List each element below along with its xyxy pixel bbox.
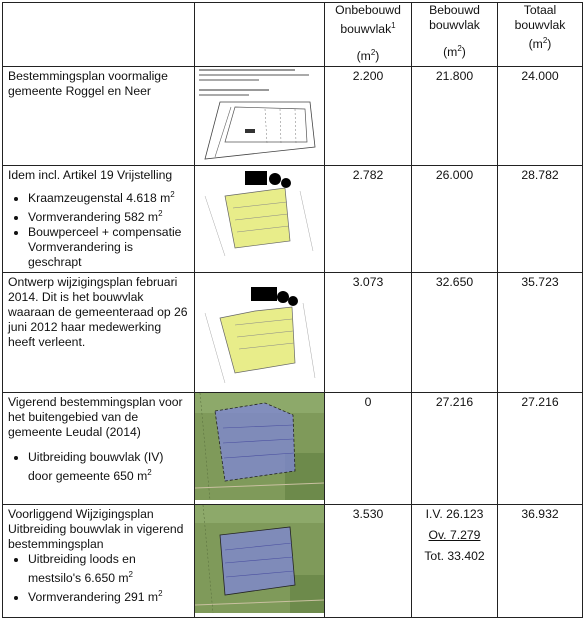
row-onbebouwd: 3.530 xyxy=(325,505,412,618)
bullet-list xyxy=(8,552,189,605)
header-onbebouwd xyxy=(325,3,412,67)
plan-image-3 xyxy=(195,273,325,393)
header-cell-empty-1 xyxy=(3,3,195,67)
header-totaal-line1: Totaal xyxy=(523,3,557,17)
bullet-item: • Vormverandering 291 $m^2$ xyxy=(28,586,189,605)
bebouwd-ov: Ov. 7.279 xyxy=(428,528,481,543)
row-description xyxy=(3,166,195,273)
header-onbebouwd-line2: bouwvlak xyxy=(340,22,392,37)
row-onbebouwd: 2.200 xyxy=(325,67,412,166)
bullet-item: • Bouwperceel + compensatie Vormverandering is geschrapt xyxy=(28,225,189,270)
row-description-text: Vigerend bestemmingsplan voor het buitengebied van de gemeente Leudal (2014) xyxy=(8,395,183,440)
row-description-text: Bestemmingsplan voormalige gemeente Roggel en Neer xyxy=(8,69,168,99)
row-onbebouwd: 2.782 xyxy=(325,166,412,273)
header-row xyxy=(3,3,583,67)
row-onbebouwd: 3.073 xyxy=(325,273,412,393)
plan-image-2 xyxy=(195,166,325,273)
row-description-text: Ontwerp wijzigingsplan februari 2014. Dit is het bouwvlak waaraan de gemeenteraad op 26 juni 2012 haar medewerking heeft verleent. xyxy=(8,275,188,350)
bullet-item: • Uitbreiding loods en mestsilo's 6.650 $m^2$ xyxy=(28,552,189,586)
header-onbebouwd-line1: Onbebouwd xyxy=(335,3,401,17)
row-description-text: Voorliggend Wijzigingsplan Uitbreiding bouwvlak in vigerend bestemmingsplan xyxy=(8,507,184,552)
bebouwd-iv: I.V. 26.123 xyxy=(425,507,484,522)
bullet-item: • Vormverandering 582 $m^2$ xyxy=(28,206,189,225)
aerial-image-1 xyxy=(195,393,325,505)
row-totaal: 28.782 xyxy=(498,166,583,273)
header-totaal xyxy=(498,3,583,67)
header-bebouwd-line1: Bebouwd xyxy=(429,3,480,17)
row-description xyxy=(3,67,195,166)
row-totaal: 35.723 xyxy=(498,273,583,393)
row-totaal: 27.216 xyxy=(498,393,583,505)
header-bebouwd xyxy=(412,3,498,67)
bullet-list xyxy=(8,187,189,270)
table-row xyxy=(3,393,583,505)
header-cell-empty-2 xyxy=(195,3,325,67)
table-row xyxy=(3,505,583,618)
aerial-image-2 xyxy=(195,505,325,618)
bouwvlak-table xyxy=(2,2,583,618)
row-bebouwd: 26.000 xyxy=(412,166,498,273)
header-totaal-line2: bouwvlak xyxy=(514,18,566,32)
bullet-list xyxy=(8,450,189,484)
table-row xyxy=(3,166,583,273)
row-description xyxy=(3,273,195,393)
row-totaal: 24.000 xyxy=(498,67,583,166)
bullet-item: • Uitbreiding bouwvlak (IV) door gemeente 650 $m^2$ xyxy=(28,450,189,484)
row-bebouwd: 32.650 xyxy=(412,273,498,393)
row-bebouwd xyxy=(412,505,498,618)
row-onbebouwd: 0 xyxy=(325,393,412,505)
bullet-item: • Kraamzeugenstal 4.618 $m^2$ xyxy=(28,187,189,206)
plan-image-1 xyxy=(195,67,325,166)
header-totaal-unit: $(m^2)$ xyxy=(528,36,552,52)
table-row xyxy=(3,273,583,393)
footnote-marker: 1 xyxy=(391,21,396,30)
row-totaal: 36.932 xyxy=(498,505,583,618)
header-bebouwd-line2: bouwvlak xyxy=(429,18,480,32)
row-description xyxy=(3,393,195,505)
row-description xyxy=(3,505,195,618)
row-bebouwd: 27.216 xyxy=(412,393,498,505)
bebouwd-tot: Tot. 33.402 xyxy=(424,549,485,564)
header-bebouwd-unit: $(m^2)$ xyxy=(443,44,466,60)
header-onbebouwd-unit: $(m^2)$ xyxy=(356,48,380,64)
table-row xyxy=(3,67,583,166)
row-description-text: Idem incl. Artikel 19 Vrijstelling xyxy=(8,168,173,183)
row-bebouwd: 21.800 xyxy=(412,67,498,166)
